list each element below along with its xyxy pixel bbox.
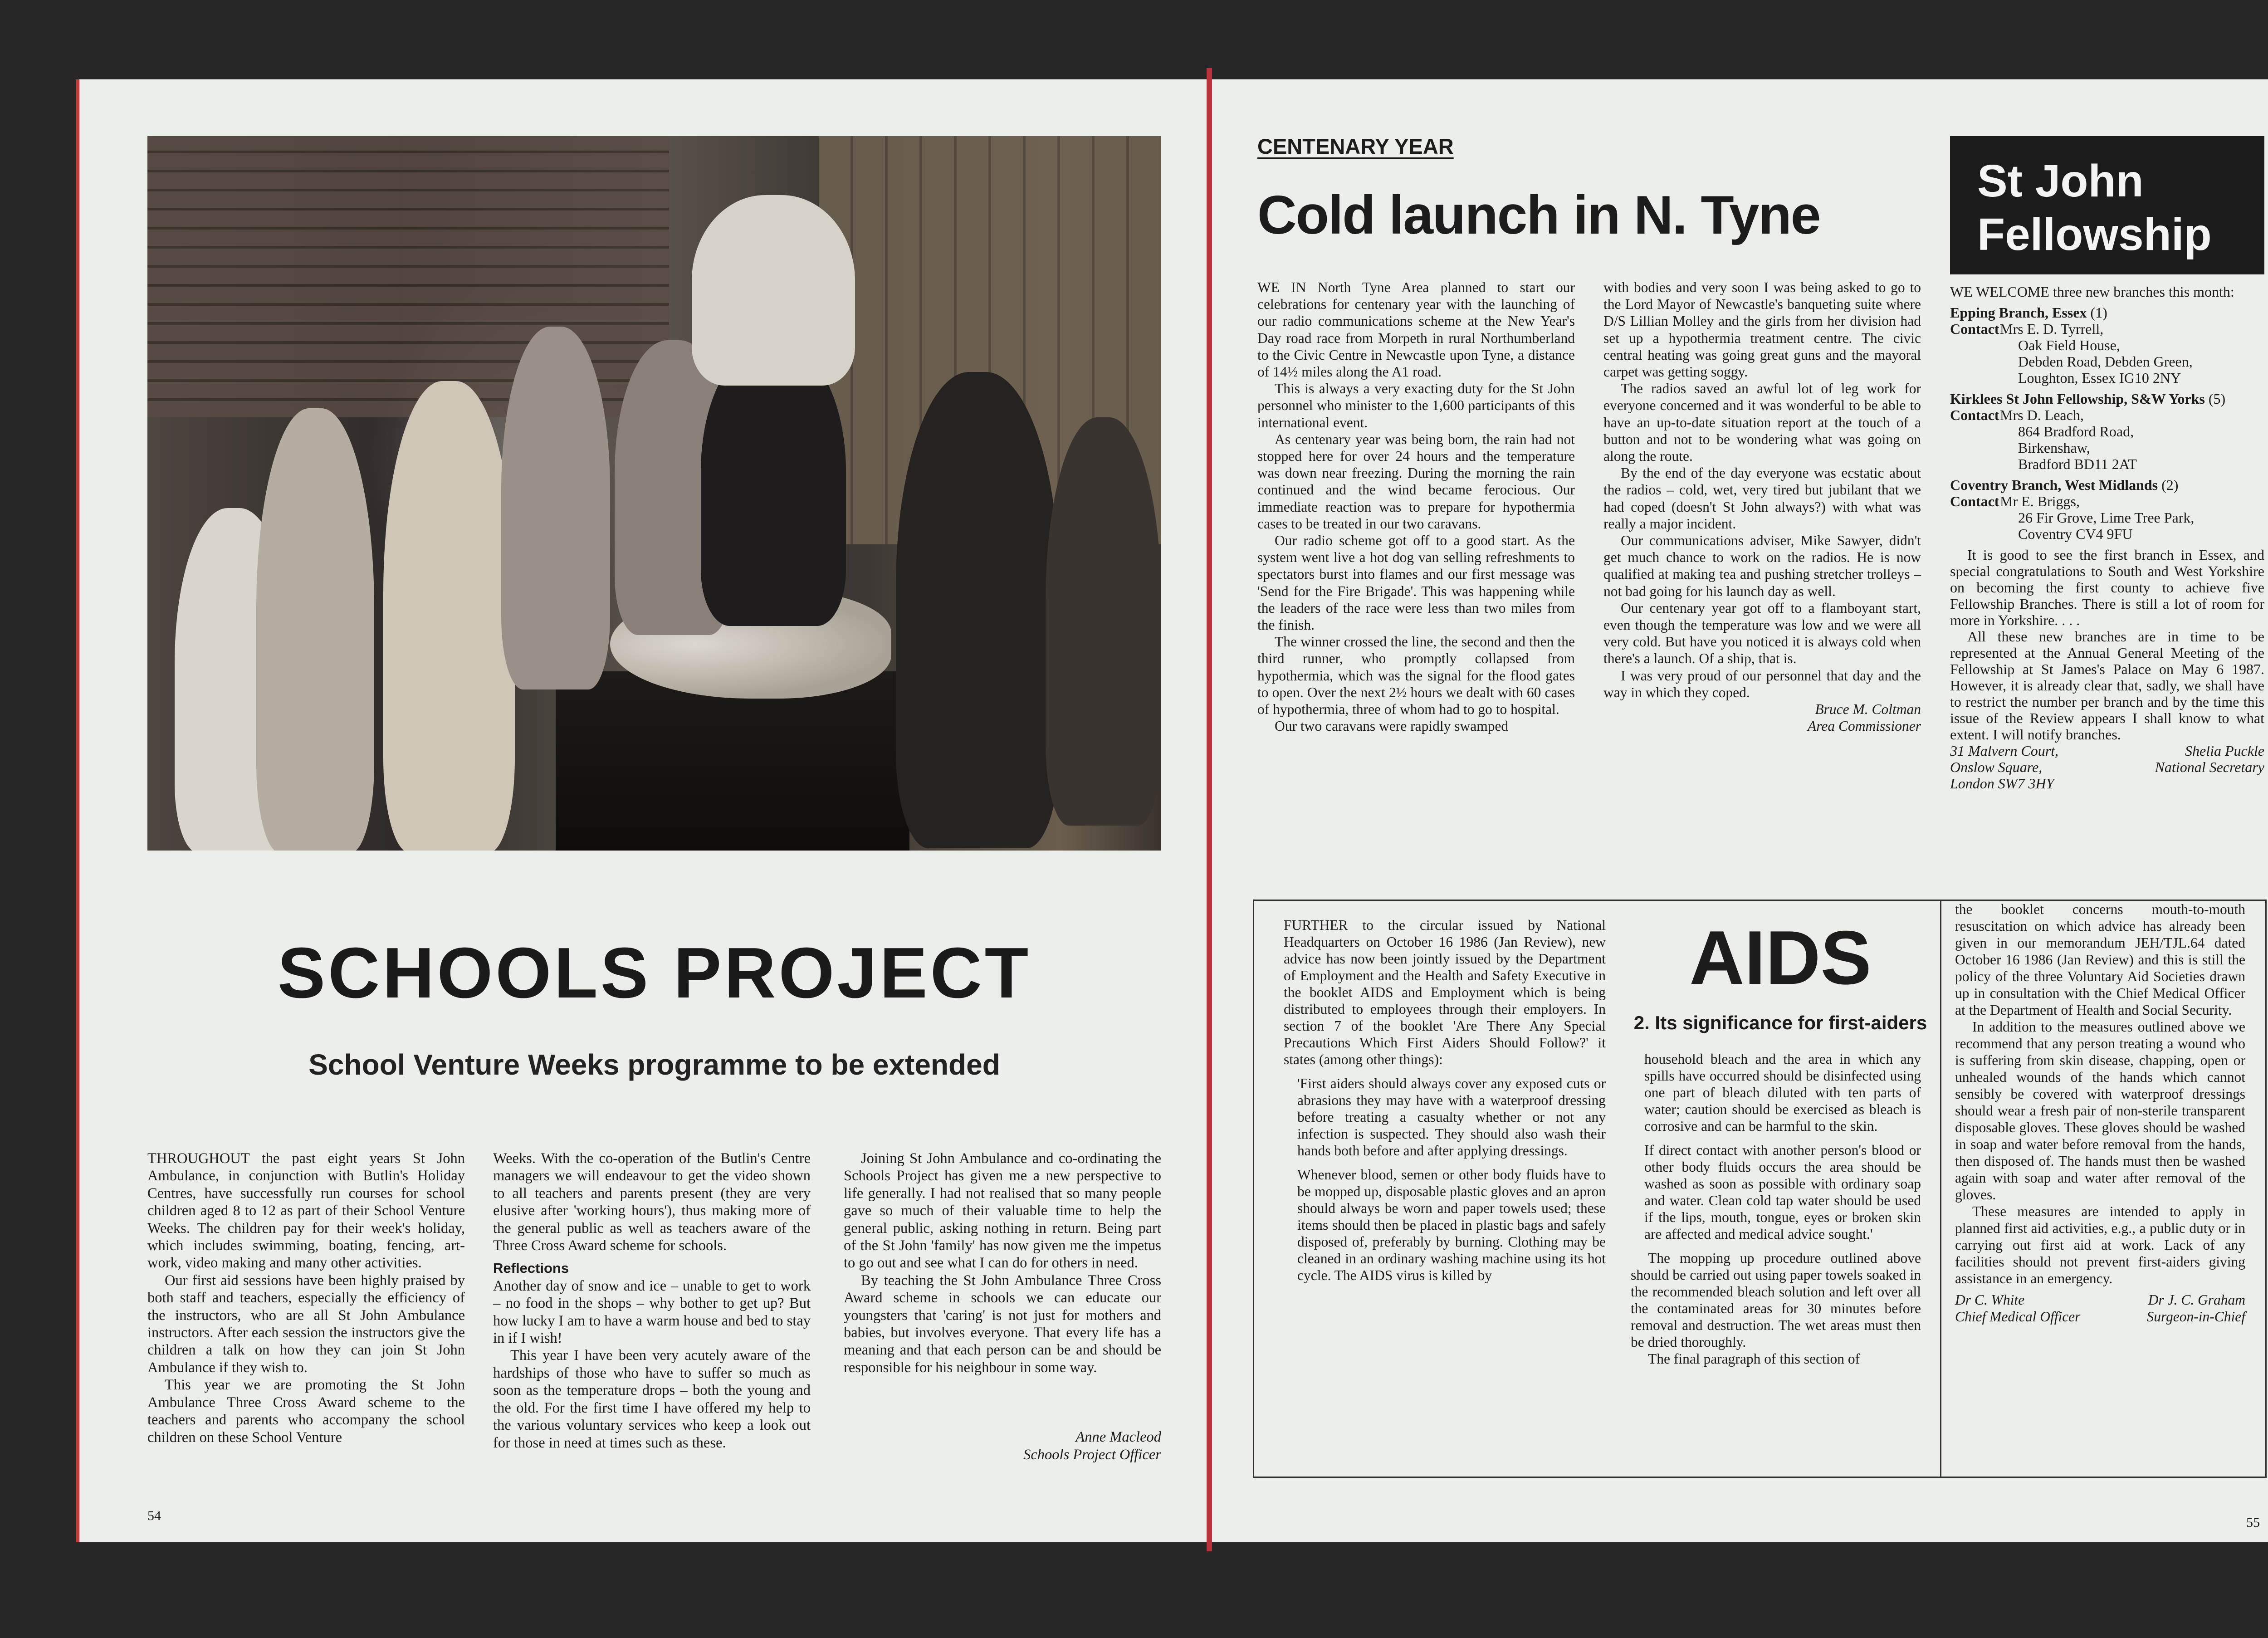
paragraph: Whenever blood, semen or other body fluids have to be mopped up, disposable plastic gloves and an apron should always be worn and paper towels used; these items should then be placed in plastic bags and safely disposed of, preferably by burning. Clothing may be cleaned in an ordinary washing machine using its hot cycle. The AIDS virus is killed by (1297, 1167, 1606, 1283)
paragraph: WE IN North Tyne Area planned to start our celebrations for centenary year with the launching of our radio communications scheme at the New Year's Day road race from Morpeth in rural Northumberland to the Civic Centre in Newcastle upon Tyne, a distance of 14½ miles along the A1 road. (1257, 279, 1575, 380)
paragraph: 'First aiders should always cover any exposed cuts or abrasions they may have with a waterproof dressing before treating a casualty whether or not any infection is suspected. They should also wash their hands both before and after applying dressings. (1297, 1076, 1606, 1159)
address-line: Mr E. Briggs, (2000, 493, 2080, 509)
contact-label: Contact (1950, 407, 1999, 423)
paragraph: The winner crossed the line, the second and then the third runner, who promptly collapsed from hypothermia, which was the signal for the flood gates to open. Over the next 2½ hours we dealt with 60 cases of hypothermia, three of whom had to go to hospital. (1257, 634, 1575, 718)
aids-article-box (1253, 900, 2267, 1478)
branch-entry (1950, 304, 2264, 386)
author-name: Bruce M. Coltman (1815, 701, 1921, 718)
paragraph: Weeks. With the co-operation of the Butlin's Centre managers we will endeavour to get the video shown to all teachers and parents present (they are very elusive after 'working hours'), thus making more of the general public as well as teachers aware of the Three Cross Award scheme for schools. (493, 1150, 811, 1254)
branch-name: Coventry Branch, West Midlands (1950, 477, 2158, 493)
address-line: Oak Field House, (2018, 337, 2120, 353)
paragraph: THROUGHOUT the past eight years St John Ambulance, in conjunction with Butlin's Holiday Centres, have successfully run courses for school children aged 8 to 12 as part of their School Venture Weeks. The children pay for their week's holiday, which includes swimming, boating, fencing, art-work, video making and many other activities. (147, 1150, 465, 1271)
left-page (79, 79, 1207, 1542)
author-title: Surgeon-in-Chief (2146, 1309, 2245, 1325)
paragraph: This year I have been very acutely aware of the hardships of those who have to suffer so much as soon as the temperature drops – both the young and the old. For the first time I have offered my help to the various voluntary services who keep a look out for those in need at times such as these. (493, 1347, 811, 1451)
page-number: 54 (147, 1508, 161, 1523)
contact-label: Contact (1950, 493, 1999, 509)
paragraph: All these new branches are in time to be represented at the Annual General Meeting of the Fellowship at St James's Palace on May 6 1987. However, it is already clear that, sadly, we shall have to restrict the number per branch and by the time this issue of the Review appears I shall know to what extent. I will notify branches. (1950, 628, 2264, 743)
address-line: Mrs E. D. Tyrrell, (2000, 321, 2104, 337)
paragraph: By teaching the St John Ambulance Three Cross Award scheme in schools we can educate our youngsters that 'caring' is not just for mothers and babies, but involves everyone. That every life has a meaning and that each person can be and should be responsible for his neighbour in some way. (844, 1272, 1161, 1376)
paragraph: Our communications adviser, Mike Sawyer, didn't get much chance to work on the radios. He is now qualified at making tea and pushing stretcher trolleys – not bad going for his launch day as well. (1603, 533, 1921, 599)
quote-block (1631, 1051, 1921, 1242)
author-title: Area Commissioner (1808, 718, 1921, 734)
schools-col-3 (844, 1150, 1161, 1463)
address-line: Mrs D. Leach, (2000, 407, 2084, 423)
right-page (1212, 79, 2268, 1542)
address-line: Coventry CV4 9FU (2018, 526, 2133, 542)
aids-col-2 (1631, 1051, 1921, 1367)
branch-entry (1950, 477, 2264, 542)
paragraph: the booklet concerns mouth-to-mouth resuscitation on which advice has already been given in our memorandum JEH/TJL.64 dated October 16 1986 (Jan Review) and this is still the policy of the three Voluntary Aid Societies drawn up in consultation with the Chief Medical Officer at the Department of Health and Social Security. (1955, 901, 2245, 1018)
fellowship-title-line1: St John (1977, 156, 2144, 206)
branch-name: Epping Branch, Essex (1950, 304, 2087, 321)
fellowship-column (1950, 284, 2264, 792)
classroom-photo (147, 136, 1161, 851)
branch-count: (1) (2090, 304, 2107, 321)
branch-count: (2) (2161, 477, 2179, 493)
paragraph: This is always a very exacting duty for the St John personnel who minister to the 1,600 participants of this international event. (1257, 381, 1575, 430)
paragraph: The radios saved an awful lot of leg work for everyone concerned and it was wonderful to be able to have an up-to-date situation report at the touch of a button and not to be wondering what was going on along the route. (1603, 381, 1921, 465)
branch-name: Kirklees St John Fellowship, S&W Yorks (1950, 391, 2205, 407)
paragraph: If direct contact with another person's blood or other body fluids occurs the area should be washed as soon as possible with ordinary soap and water. Clean cold tap water should be used if the lips, mouth, tongue, eyes or broken skin are affected and medical advice sought.' (1644, 1142, 1921, 1242)
address-line: Debden Road, Debden Green, (2018, 353, 2193, 370)
column-divider (1940, 901, 1941, 1477)
address-line: London SW7 3HY (1950, 775, 2054, 792)
paragraph: By the end of the day everyone was ecstatic about the radios – cold, wet, very tired but jubilant that we had coped (doesn't St John always?) with what was really a major incident. (1603, 465, 1921, 532)
contact-label: Contact (1950, 321, 1999, 337)
paragraph: Joining St John Ambulance and co-ordinating the Schools Project has given me a new perspective to life generally. I had not realised that so many people gave so much of their valuable time to help the general public, asking nothing in return. Being part of the St John 'family' has now given me the impetus to go out and see what I can do for others in need. (844, 1150, 1161, 1271)
branch-entry (1950, 391, 2264, 472)
address-line: Onslow Square, (1950, 759, 2043, 775)
article-subtitle: School Venture Weeks programme to be extended (308, 1048, 1000, 1081)
signature-row (1950, 759, 2264, 775)
article-title: SCHOOLS PROJECT (277, 933, 1031, 1013)
address-line: Bradford BD11 2AT (2018, 456, 2137, 472)
fellowship-header (1950, 136, 2264, 274)
section-kicker: CENTENARY YEAR (1257, 134, 1454, 158)
paragraph: I was very proud of our personnel that day and the way in which they coped. (1603, 667, 1921, 700)
author-name: Shelia Puckle (2185, 743, 2264, 759)
aids-col-1 (1284, 917, 1606, 1284)
paragraph: Our centenary year got off to a flamboyant start, even though the temperature was low and we were all very cold. But have you noticed it is always cold when there's a launch. Of a ship, that is. (1603, 600, 1921, 667)
paragraph: FURTHER to the circular issued by National Headquarters on October 16 1986 (Jan Review), new advice has now been jointly issued by the Department of Employment and the Health and Safety Executive in the booklet AIDS and Employment which is being distributed to employees through their employers. In section 7 of the booklet 'Are There Any Special Precautions Which First Aiders Should Follow?' it states (among other things): (1284, 917, 1606, 1067)
address-line: 31 Malvern Court, (1950, 743, 2059, 759)
paragraph: It is good to see the first branch in Essex, and special congratulations to South and West Yorkshire on becoming the first county to achieve five Fellowship Branches. There is still a lot of room for more in Yorkshire. . . . (1950, 547, 2264, 628)
address-line: 864 Bradford Road, (2018, 423, 2134, 440)
author-name: Anne Macleod (1075, 1429, 1161, 1446)
paragraph: The final paragraph of this section of (1648, 1351, 1860, 1367)
paragraph: Our first aid sessions have been highly praised by both staff and teachers, especially the efficiency of the instructors, who are all St John Ambulance instructors. After each session the instructors give the children a talk on how they can join St John Ambulance if they wish to. (147, 1272, 465, 1376)
cold-col-2 (1603, 279, 1921, 734)
section-heading: Reflections (493, 1260, 569, 1276)
paragraph: Our two caravans were rapidly swamped (1275, 718, 1509, 734)
aids-col-3 (1955, 901, 2245, 1325)
author-name: Dr C. White (1955, 1292, 2025, 1308)
cold-col-1 (1257, 279, 1575, 734)
aids-title: AIDS (1689, 915, 1872, 1000)
aids-subtitle: 2. Its significance for first-aiders (1633, 1012, 1927, 1033)
paragraph: This year we are promoting the St John Ambulance Three Cross Award scheme to the teachers and parents who accompany the school children on these School Venture (147, 1377, 465, 1446)
paragraph: Our radio scheme got off to a good start. As the system went live a hot dog van selling refreshments to spectators burst into flames and our first message was 'Send for the Fire Brigade'. This was happening while the leaders of the race were less than two miles from the finish. (1257, 533, 1575, 633)
signature-row (1955, 1308, 2245, 1325)
address-line: Loughton, Essex IG10 2NY (2018, 370, 2181, 386)
paragraph: with bodies and very soon I was being asked to go to the Lord Mayor of Newcastle's banqueting suite where D/S Lillian Molley and the girls from her division had set up a hypothermia treatment centre. The civic central heating was going great guns and the mayoral carpet was getting soggy. (1603, 279, 1921, 380)
paragraph: WE WELCOME three new branches this month: (1950, 284, 2234, 300)
address-line: Birkenshaw, (2018, 440, 2090, 456)
paragraph: The mopping up procedure outlined above should be carried out using paper towels soaked in the recommended bleach solution and left over all the contaminated areas for 30 minutes before removal and destruction. The wet areas must then be dried thoroughly. (1631, 1250, 1921, 1350)
address-line: 26 Fir Grove, Lime Tree Park, (2018, 509, 2195, 526)
article-title: Cold launch in N. Tyne (1257, 185, 1820, 245)
paragraph: household bleach and the area in which any spills have occurred should be disinfected using one part of bleach diluted with ten parts of water; caution should be exercised as bleach is corrosive and can be harmful to the skin. (1644, 1051, 1921, 1134)
schools-col-2 (493, 1150, 811, 1452)
signature-row (1955, 1291, 2245, 1308)
author-title: Chief Medical Officer (1955, 1309, 2081, 1325)
author-title: National Secretary (2155, 759, 2264, 775)
paragraph: Another day of snow and ice – unable to get to work – no food in the shops – why bother to get up? But how lucky I am to have a warm house and bed to stay in if I wish! (493, 1277, 811, 1347)
branch-count: (5) (2208, 391, 2226, 407)
quote-block (1284, 1075, 1606, 1284)
signature-row (1950, 743, 2264, 759)
author-title: Schools Project Officer (1023, 1446, 1161, 1463)
page-number: 55 (2246, 1515, 2260, 1530)
binding-spine (1207, 68, 1212, 1551)
paragraph: As centenary year was being born, the rain had not stopped here for over 24 hours and the temperature was down near freezing. During the morning the rain continued and the wind became ferocious. Our immediate reaction was to prepare for hypothermia cases to be treated in our two caravans. (1257, 431, 1575, 532)
fellowship-title-line2: Fellowship (1977, 209, 2212, 260)
author-name: Dr J. C. Graham (2148, 1292, 2245, 1308)
schools-col-1 (147, 1150, 465, 1446)
paragraph: In addition to the measures outlined above we recommend that any person treating a wound who is suffering from skin disease, chapping, open or unhealed wounds of the hands which cannot sensibly be covered with waterproof dressings should wear a fresh pair of non-sterile transparent disposable gloves. These gloves should be washed in soap and water before removal from the hands, then disposed of. The hands must then be washed again with soap and water after removal of the gloves. (1955, 1019, 2245, 1203)
paragraph: These measures are intended to apply in planned first aid activities, e.g., a public duty or in carrying out first aid at work. Lack of any facilities should not prevent first-aiders giving assistance in an emergency. (1955, 1203, 2245, 1286)
